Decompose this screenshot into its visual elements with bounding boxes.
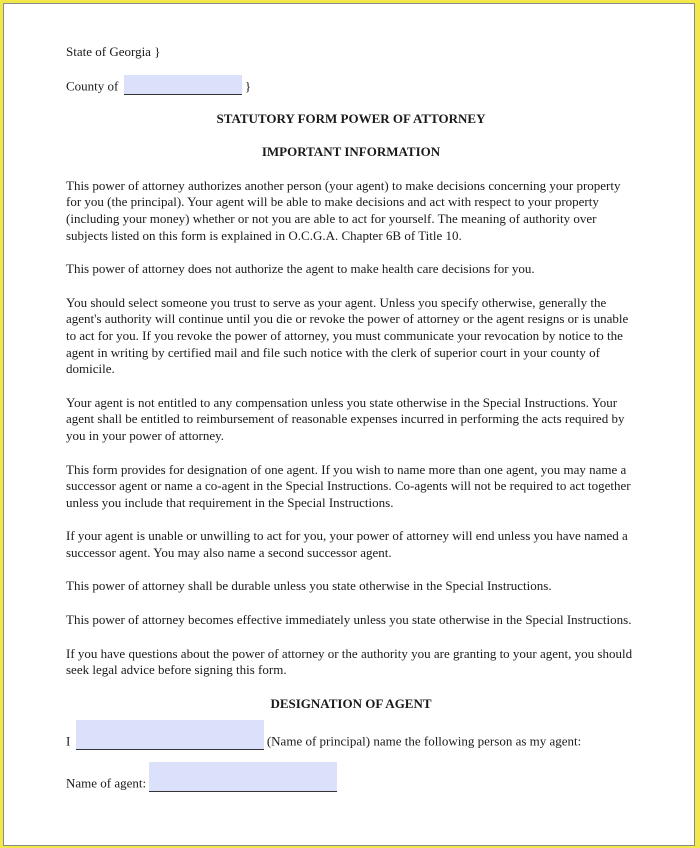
document-frame: [3, 3, 695, 846]
agent-label: Name of agent:: [66, 775, 147, 791]
paragraph-designation: This form provides for designation of one agent. If you wish to name more than one agent, you may name a successor agent or name a co-agent in the Special Instructions. Co-agents will not be required to act together unless you include that requirement in the Special Instructions.: [66, 461, 631, 510]
state-line: [66, 44, 636, 61]
paragraph-legal-advice: If you have questions about the power of attorney or the authority you are granting to your agent, you should seek legal advice before signing this form.: [66, 645, 633, 678]
paragraph-durable: This power of attorney shall be durable unless you state otherwise in the Special Instructions.: [66, 578, 552, 594]
paragraph-compensation: Your agent is not entitled to any compensation unless you state otherwise in the Special Instructions. Your agent shall be entitled to reimbursement of reasonable expenses incurred in performing the acts required by you in your power of attorney.: [66, 394, 625, 443]
paragraph-effective: This power of attorney becomes effective immediately unless you state otherwise in the Special Instructions.: [66, 612, 632, 628]
county-line: [66, 75, 636, 95]
principal-name-field[interactable]: [76, 720, 264, 750]
paragraph-select-agent: You should select someone you trust to serve as your agent. Unless you specify otherwise, generally the agent's authority will continue until you die or revoke the power of attorney or the agent resigns or is unable to act for you. If you revoke the power of attorney, you must communicate your revocation by notice to the agent in writing by certified mail and file such notice with the clerk of superior court in your county of domicile.: [66, 294, 629, 377]
paragraph-health-care: This power of attorney does not authorize the agent to make health care decisions for you.: [66, 261, 535, 277]
principal-prefix: I: [66, 733, 71, 749]
important-heading: IMPORTANT INFORMATION: [261, 144, 441, 160]
county-close-brace: }: [244, 78, 252, 93]
state-label: State of Georgia }: [66, 44, 161, 59]
county-label: County of: [66, 78, 119, 93]
agent-line: [66, 762, 636, 792]
document-page: [66, 44, 636, 792]
paragraph-authorization: This power of attorney authorizes another person (your agent) to make decisions concerning your property for you (the principal). Your agent will be able to make decisions and act with respect to your property (including your money) whether or not you are able to act for yourself. The meaning of authority over subjects listed on this form is explained in O.C.G.A. Chapter 6B of Title 10.: [66, 177, 621, 243]
designation-heading: DESIGNATION OF AGENT: [270, 695, 432, 711]
form-title: STATUTORY FORM POWER OF ATTORNEY: [216, 110, 486, 126]
principal-line: [66, 720, 636, 750]
paragraph-successor: If your agent is unable or unwilling to act for you, your power of attorney will end unless you have named a successor agent. You may also name a second successor agent.: [66, 528, 628, 560]
principal-suffix: (Name of principal) name the following person as my agent:: [266, 733, 582, 749]
agent-name-field[interactable]: [149, 762, 337, 792]
county-field[interactable]: [124, 75, 242, 95]
